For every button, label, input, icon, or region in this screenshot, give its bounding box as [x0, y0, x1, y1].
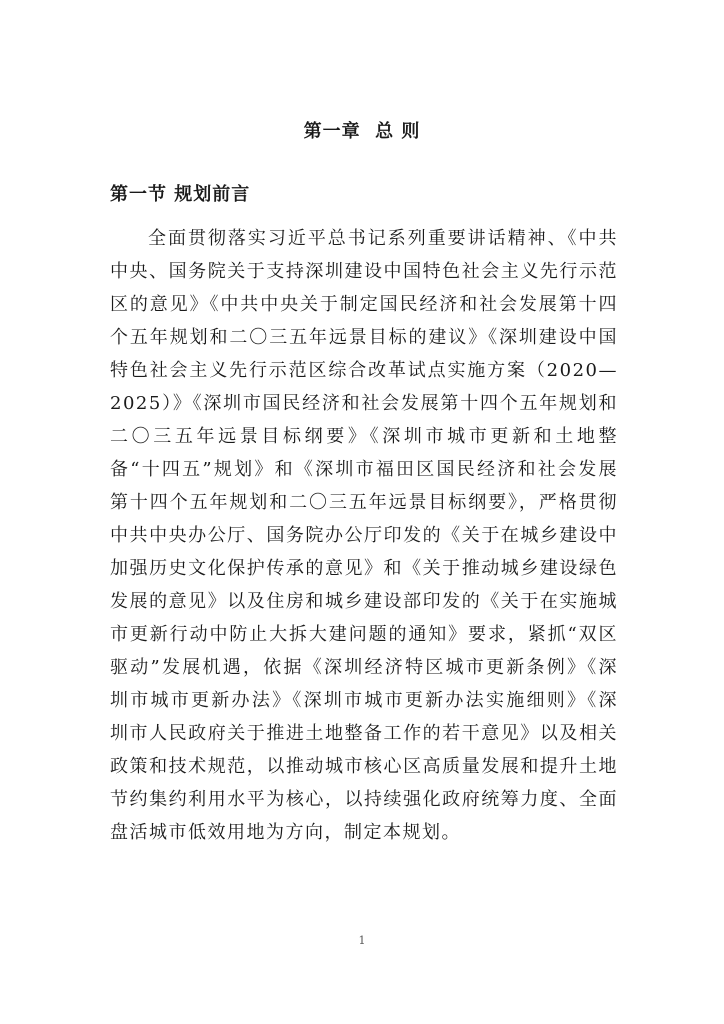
- chapter-title: 第一章 总 则: [303, 121, 421, 142]
- section-title: 第一节 规划前言: [110, 184, 251, 205]
- page-number: 1: [358, 934, 366, 947]
- body-paragraph: 全面贯彻落实习近平总书记系列重要讲话精神、《中共中央、国务院关于支持深圳建设中国特色社会主义先行示范区的意见》《中共中央关于制定国民经济和社会发展第十四个五年规划和二〇三五年远景目标的建议》《深圳建设中国特色社会主义先行示范区综合改革试点实施方案（2020—2025）》《深圳市国民经济和社会发展第十四个五年规划和二〇三五年远景目标纲要》《深圳市城市更新和土地整备“十四五”规划》和《深圳市福田区国民经济和社会发展第十四个五年规划和二〇三五年远景目标纲要》，严格贯彻中共中央办公厅、国务院办公厅印发的《关于在城乡建设中加强历史文化保护传承的意见》和《关于推动城乡建设绿色发展的意见》以及住房和城乡建设部印发的《关于在实施城市更新行动中防止大拆大建问题的通知》要求，紧抓“双区驱动”发展机遇，依据《深圳经济特区城市更新条例》《深圳市城市更新办法》《深圳市城市更新办法实施细则》《深圳市人民政府关于推进土地整备工作的若干意见》以及相关政策和技术规范，以推动城市核心区高质量发展和提升土地节约集约利用水平为核心，以持续强化政府统筹力度、全面盘活城市低效用地为方向，制定本规划。: [110, 228, 618, 843]
